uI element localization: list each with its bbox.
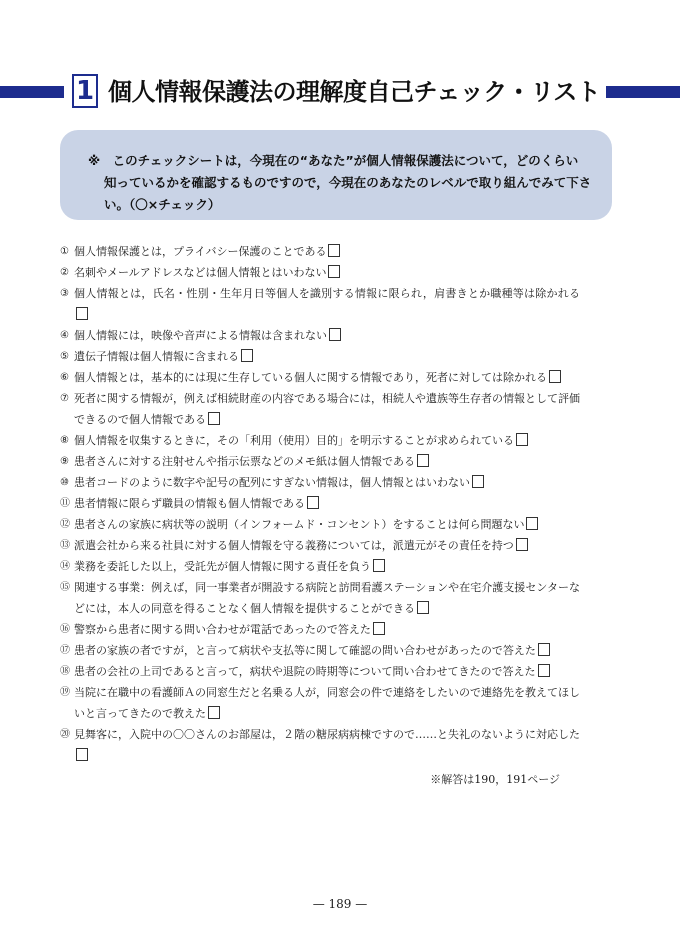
item-number: ⑲ bbox=[60, 687, 70, 698]
check-box[interactable] bbox=[516, 538, 528, 551]
instruction-note-box bbox=[60, 130, 612, 220]
check-box[interactable] bbox=[516, 433, 528, 446]
check-box[interactable] bbox=[417, 454, 429, 467]
title-bar-right bbox=[606, 86, 680, 98]
item-text: 関連する事業：例えば，同一事業者が開設する病院と訪問看護ステーションや在宅介護支援センターなどには，本人の同意を得ることなく個人情報を提供することができる bbox=[74, 581, 580, 615]
item-number: ④ bbox=[60, 330, 69, 341]
item-number: ② bbox=[60, 267, 69, 278]
check-box[interactable] bbox=[538, 664, 550, 677]
check-box[interactable] bbox=[328, 244, 340, 257]
item-number: ⑭ bbox=[60, 561, 70, 572]
item-number: ⑤ bbox=[60, 351, 69, 362]
checklist-item bbox=[60, 388, 580, 430]
item-text: 患者さんに対する注射せんや指示伝票などのメモ紙は個人情報である bbox=[74, 455, 415, 468]
item-number: ⑫ bbox=[60, 519, 70, 530]
item-text: 遺伝子情報は個人情報に含まれる bbox=[74, 350, 239, 363]
item-number: ⑧ bbox=[60, 435, 69, 446]
item-text: 患者さんの家族に病状等の説明（インフォームド・コンセント）をすることは何ら問題ない bbox=[74, 518, 525, 531]
section-number-box: 1 bbox=[72, 74, 98, 108]
item-number: ⑯ bbox=[60, 624, 70, 635]
checklist-item bbox=[60, 514, 580, 535]
item-text: 個人情報を収集するときに，その「利用（使用）目的」を明示することが求められている bbox=[74, 434, 514, 447]
check-box[interactable] bbox=[472, 475, 484, 488]
note-line-3: い。（〇×チェック） bbox=[104, 197, 221, 212]
answer-reference: ※解答は190，191ページ bbox=[430, 773, 560, 786]
checklist-item bbox=[60, 682, 580, 724]
checklist-item bbox=[60, 619, 580, 640]
checklist-item bbox=[60, 430, 580, 451]
item-text: 死者に関する情報が，例えば相続財産の内容である場合には，相続人や遺族等生存者の情報として評価できるので個人情報である bbox=[74, 392, 580, 426]
checklist-item bbox=[60, 367, 580, 388]
check-box[interactable] bbox=[241, 349, 253, 362]
checklist bbox=[60, 241, 580, 766]
checklist-item bbox=[60, 262, 580, 283]
checklist-item bbox=[60, 346, 580, 367]
item-text: 名刺やメールアドレスなどは個人情報とはいわない bbox=[74, 266, 327, 279]
check-box[interactable] bbox=[538, 643, 550, 656]
item-text: 個人情報とは，基本的には現に生存している個人に関する情報であり，死者に対しては除かれる bbox=[74, 371, 547, 384]
check-box[interactable] bbox=[329, 328, 341, 341]
item-text: 個人情報保護とは，プライバシー保護のことである bbox=[74, 245, 327, 258]
note-line-1: ※ このチェックシートは，今現在の“あなた”が個人情報保護法について，どのくらい bbox=[88, 153, 579, 168]
check-box[interactable] bbox=[549, 370, 561, 383]
item-text: 見舞客に，入院中の〇〇さんのお部屋は，２階の糖尿病病棟ですので……と失礼のないように対応した bbox=[74, 728, 580, 741]
check-box[interactable] bbox=[328, 265, 340, 278]
page-title: 個人情報保護法の理解度自己チェック・リスト bbox=[108, 78, 601, 106]
check-box[interactable] bbox=[373, 559, 385, 572]
item-text: 派遣会社から来る社員に対する個人情報を守る義務については，派遣元がその責任を持つ bbox=[74, 539, 514, 552]
checklist-item bbox=[60, 661, 580, 682]
item-text: 個人情報には，映像や音声による情報は含まれない bbox=[74, 329, 327, 342]
item-number: ⑬ bbox=[60, 540, 70, 551]
item-text: 患者の会社の上司であると言って，病状や退院の時期等について問い合わせてきたので答えた bbox=[74, 665, 536, 678]
page-number: — 189 — bbox=[312, 897, 368, 911]
item-number: ③ bbox=[60, 288, 69, 299]
check-box[interactable] bbox=[208, 706, 220, 719]
checklist-item bbox=[60, 535, 580, 556]
item-number: ① bbox=[60, 246, 69, 257]
item-number: ⑳ bbox=[60, 729, 70, 740]
item-text: 当院に在職中の看護師Ａの同窓生だと名乗る人が，同窓会の件で連絡をしたいので連絡先を教えてほしいと言ってきたので教えた bbox=[74, 686, 580, 720]
title-bar-left bbox=[0, 86, 64, 98]
item-number: ⑥ bbox=[60, 372, 69, 383]
checklist-item bbox=[60, 556, 580, 577]
item-text: 患者情報に限らず職員の情報も個人情報である bbox=[74, 497, 305, 510]
check-box[interactable] bbox=[417, 601, 429, 614]
item-number: ⑰ bbox=[60, 645, 70, 656]
checklist-item bbox=[60, 493, 580, 514]
item-number: ⑪ bbox=[60, 498, 70, 509]
checklist-item bbox=[60, 451, 580, 472]
checklist-item bbox=[60, 325, 580, 346]
checklist-item bbox=[60, 283, 580, 325]
check-box[interactable] bbox=[526, 517, 538, 530]
checklist-item bbox=[60, 241, 580, 262]
item-text: 個人情報とは，氏名・性別・生年月日等個人を識別する情報に限られ，肩書きとか職種等は除かれる bbox=[74, 287, 580, 300]
item-text: 警察から患者に関する問い合わせが電話であったので答えた bbox=[74, 623, 371, 636]
check-box[interactable] bbox=[208, 412, 220, 425]
item-number: ⑱ bbox=[60, 666, 70, 677]
checklist-item bbox=[60, 724, 580, 766]
checklist-item bbox=[60, 472, 580, 493]
item-number: ⑮ bbox=[60, 582, 70, 593]
item-text: 患者コードのように数字や記号の配列にすぎない情報は，個人情報とはいわない bbox=[74, 476, 470, 489]
item-number: ⑩ bbox=[60, 477, 69, 488]
item-number: ⑨ bbox=[60, 456, 69, 467]
checklist-item bbox=[60, 640, 580, 661]
title-row bbox=[0, 74, 680, 114]
check-box[interactable] bbox=[76, 307, 88, 320]
item-text: 業務を委託した以上，受託先が個人情報に関する責任を負う bbox=[74, 560, 371, 573]
item-text: 患者の家族の者ですが，と言って病状や支払等に関して確認の問い合わせがあったので答えた bbox=[74, 644, 536, 657]
note-line-2: 知っているかを確認するものですので，今現在のあなたのレベルで取り組んでみて下さ bbox=[104, 175, 592, 190]
check-box[interactable] bbox=[307, 496, 319, 509]
item-number: ⑦ bbox=[60, 393, 69, 404]
check-box[interactable] bbox=[76, 748, 88, 761]
checklist-item bbox=[60, 577, 580, 619]
check-box[interactable] bbox=[373, 622, 385, 635]
